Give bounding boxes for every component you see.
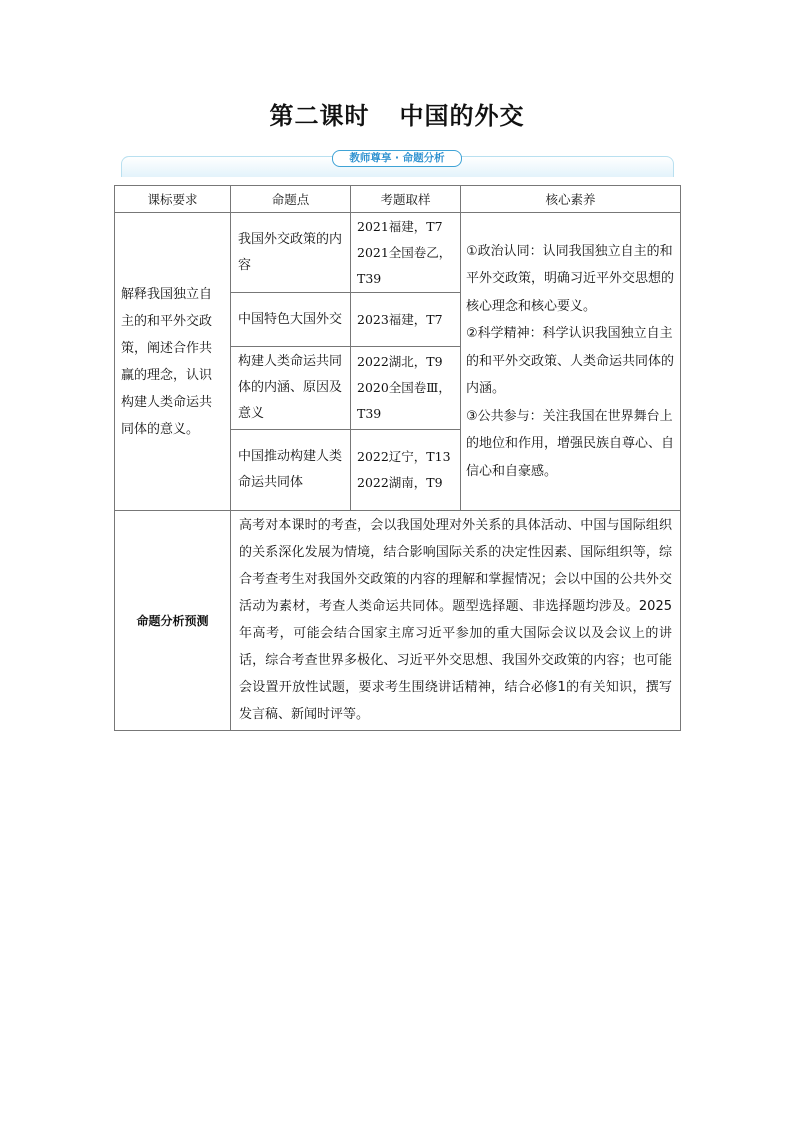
section-banner [121,150,672,176]
point-cell: 我国外交政策的内容 [231,213,351,293]
sample-item: 2020全国卷Ⅲ，T39 [357,380,451,421]
sample-cell [351,213,461,293]
sample-item: 2023福建，T7 [357,311,443,327]
core-item-political: ①政治认同：认同我国独立自主的和平外交政策，明确习近平外交思想的核心理念和核心要义。 [466,243,675,314]
header-requirement: 课标要求 [115,186,231,213]
requirement-cell: 解释我国独立自主的和平外交政策，阐述合作共赢的理念，认识构建人类命运共同体的意义。 [115,213,231,511]
analysis-table [114,185,681,731]
table-row [115,213,681,293]
sample-item: 2022湖北，T9 [357,354,443,369]
banner-label: 教师尊享 · 命题分析 [332,150,462,167]
analysis-text: 高考对本课时的考查，会以我国处理对外关系的具体活动、中国与国际组织的关系深化发展为情境，结合影响国际关系的决定性因素、国际组织等，综合考查考生对我国外交政策的内容的理解和掌握情况；会以中国的公共外交活动为素材，考查人类命运共同体。题型选择题、非选择题均涉及。2025年高考，可能会结合国家主席习近平参加的重大国际会议以及会议上的讲话，综合考查世界多极化、习近平外交思想、我国外交政策的内容；也可能会设置开放性试题，要求考生围绕讲话精神，结合必修1的有关知识，撰写发言稿、新闻时评等。 [231,511,681,731]
sample-item: 2022辽宁，T13 [357,449,451,464]
core-item-science: ②科学精神：科学认识我国独立自主的和平外交政策、人类命运共同体的内涵。 [466,326,675,397]
header-point: 命题点 [231,186,351,213]
header-core: 核心素养 [461,186,681,213]
sample-cell [351,430,461,511]
sample-cell [351,293,461,347]
lesson-label: 第二课时 [269,101,370,130]
analysis-label: 命题分析预测 [115,511,231,731]
point-cell: 中国特色大国外交 [231,293,351,347]
core-literacy-cell [461,213,681,511]
sample-item: 2022湖南，T9 [357,475,443,490]
table-header-row [115,186,681,213]
analysis-row [115,511,681,731]
point-cell: 构建人类命运共同体的内涵、原因及意义 [231,347,351,430]
sample-cell [351,347,461,430]
sample-item: 2021福建，T7 [357,218,443,234]
core-item-public: ③公共参与：关注我国在世界舞台上的地位和作用，增强民族自尊心、自信心和自豪感。 [466,408,675,479]
page-title [0,96,794,131]
sample-item: 2021全国卷乙，T39 [357,244,452,286]
header-sample: 考题取样 [351,186,461,213]
lesson-topic: 中国的外交 [399,101,525,130]
point-cell: 中国推动构建人类命运共同体 [231,430,351,511]
